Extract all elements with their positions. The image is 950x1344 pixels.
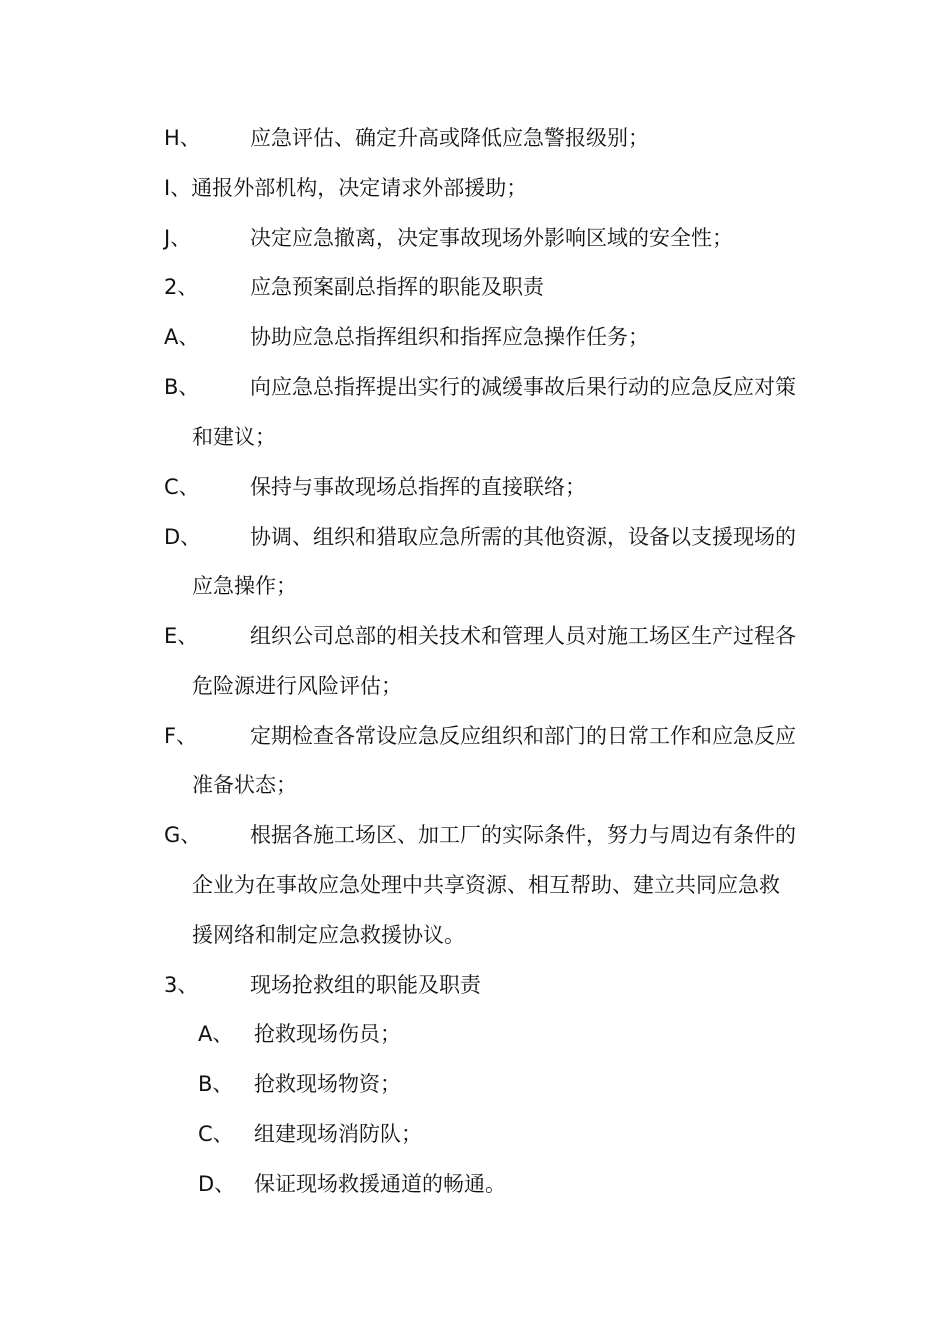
list-text-continuation: 危险源进行风险评估； [192, 674, 402, 698]
section-number: 2、 [164, 275, 199, 299]
section-title: 应急预案副总指挥的职能及职责 [250, 275, 544, 299]
list-item-d [164, 522, 864, 552]
list-item-e [164, 621, 864, 651]
list-marker: A、 [164, 325, 200, 349]
list-text: 保持与事故现场总指挥的直接联络； [250, 475, 586, 499]
list-text-continuation: 援网络和制定应急救援协议。 [192, 923, 465, 947]
list-text-continuation: 应急操作； [192, 574, 297, 598]
list-marker: H、 [164, 126, 201, 150]
list-marker: B、 [198, 1072, 234, 1096]
sub-item-d [198, 1169, 798, 1199]
list-text: 定期检查各常设应急反应组织和部门的日常工作和应急反应 [250, 724, 796, 748]
list-text: 协调、组织和猎取应急所需的其他资源，设备以支援现场的 [250, 525, 796, 549]
list-marker: C、 [164, 475, 200, 499]
list-text-continuation: 准备状态； [192, 773, 297, 797]
list-item-g [164, 820, 864, 850]
list-marker: A、 [198, 1022, 234, 1046]
list-text: 向应急总指挥提出实行的减缓事故后果行动的应急反应对策 [250, 375, 796, 399]
section-number: 3、 [164, 973, 199, 997]
list-marker: D、 [164, 525, 202, 549]
list-text: 决定应急撤离，决定事故现场外影响区域的安全性； [250, 226, 733, 250]
list-marker: E、 [164, 624, 199, 648]
list-marker: D、 [198, 1172, 236, 1196]
list-marker: J、 [164, 226, 192, 250]
list-text: 协助应急总指挥组织和指挥应急操作任务； [250, 325, 649, 349]
list-text: 组织公司总部的相关技术和管理人员对施工场区生产过程各 [250, 624, 796, 648]
list-item-a [164, 322, 864, 352]
list-text: 根据各施工场区、加工厂的实际条件，努力与周边有条件的 [250, 823, 796, 847]
list-item-c [164, 472, 864, 502]
sub-item-a [198, 1019, 798, 1049]
list-item-j [164, 223, 864, 253]
list-marker: F、 [164, 724, 198, 748]
list-item-h [164, 123, 864, 153]
list-text: 应急评估、确定升高或降低应急警报级别； [250, 126, 649, 150]
list-marker: C、 [198, 1122, 234, 1146]
list-text-continuation: 企业为在事故应急处理中共享资源、相互帮助、建立共同应急救 [192, 873, 780, 897]
list-text: 抢救现场物资； [254, 1072, 401, 1096]
list-item-f [164, 721, 864, 751]
list-marker: B、 [164, 375, 200, 399]
section-title: 现场抢救组的职能及职责 [250, 973, 481, 997]
sub-item-c [198, 1119, 798, 1149]
list-text-continuation: 和建议； [192, 425, 276, 449]
list-text: 抢救现场伤员； [254, 1022, 401, 1046]
section-heading-2 [164, 272, 864, 302]
list-marker: G、 [164, 823, 202, 847]
list-text: 保证现场救援通道的畅通。 [254, 1172, 506, 1196]
list-item-i: I、通报外部机构，决定请求外部援助； [164, 176, 528, 200]
sub-item-b [198, 1069, 798, 1099]
list-text: 组建现场消防队； [254, 1122, 422, 1146]
list-item-b [164, 372, 864, 402]
section-heading-3 [164, 970, 864, 1000]
